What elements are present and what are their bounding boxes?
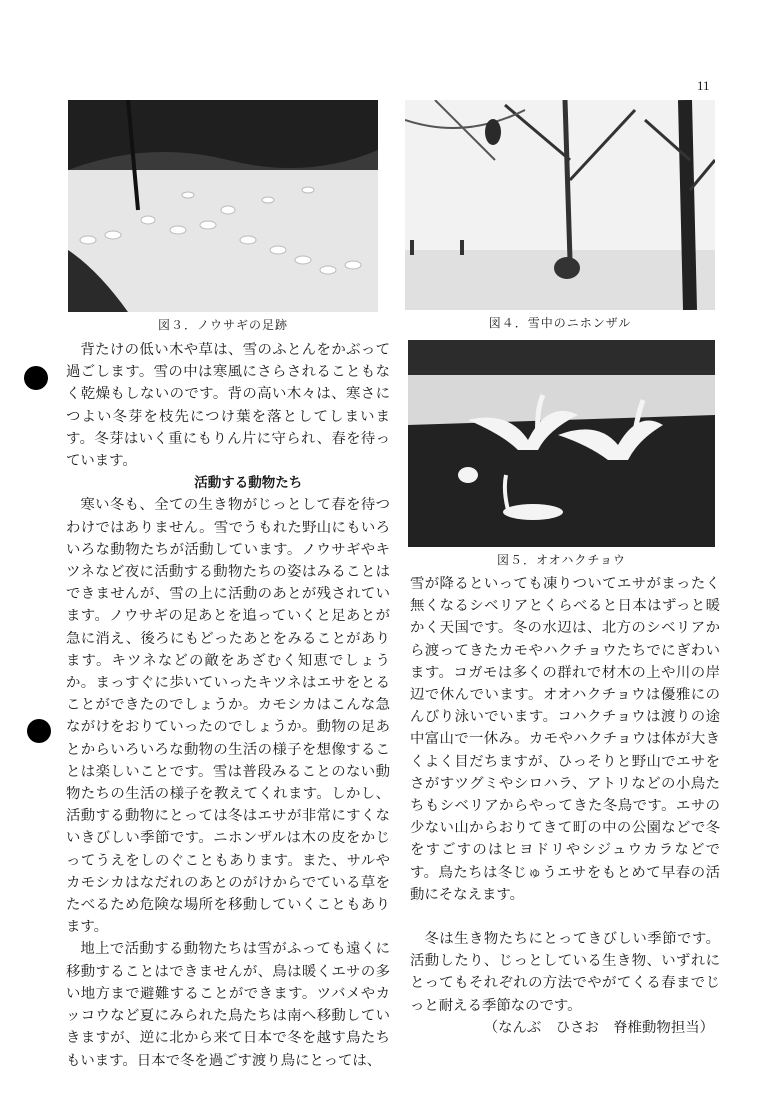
section-heading: 活動する動物たち bbox=[194, 475, 303, 492]
left-column bbox=[66, 339, 390, 1072]
right-column bbox=[410, 573, 720, 1039]
figure-3-caption: 図３．ノウサギの足跡 bbox=[157, 318, 288, 332]
right-paragraph-1: 雪が降るといっても凍りついてエサがまったく無くなるシベリアとくらべると日本はずっと暖かく天国です。冬の水辺は、北方のシベリアから渡ってきたカモやハクチョウたちでにぎわいます。コガモは多くの群れで材木の上や川の岸辺で休んでいます。オオハクチョウは優雅にのんびり泳いでいます。コハクチョウは渡りの途中富山で一休み。カモやハクチョウは体が大きくよく目だちますが、ひっそりと野山でエサをさがすツグミやシロハラ、アトリなどの小鳥たちもシベリアからやってきた冬鳥です。エサの少ない山からおりてきて町の中の公園などで冬をすごすのはヒヨドリやシジュウカラなどです。鳥たちは冬じゅうエサをもとめて早春の活動にそなえます。 bbox=[410, 576, 720, 903]
left-paragraph-2: 寒い冬も、全ての生き物がじっとして春を待つわけではありません。雪でうもれた野山にもいろいろな動物たちが活動しています。ノウサギやキツネなど夜に活動する動物たちの姿はみることはできませんが、雪の上に活動のあとが残されています。ノウサギの足あとを追っていくと足あとが急に消え、後ろにもどったあとをみることがあります。キツネなどの敵をあざむく知恵でしょうか。まっすぐに歩いていったキツネはエサをとることができたのでしょうか。カモシカはこんな急ながけをおりていったのでしょうか。動物の足あとからいろいろな動物の生活の様子を想像することは楽しいことです。雪は普段みることのない動物たちの生活の様子を教えてくれます。しかし、活動する動物にとっては冬はエサが非常にすくないきびしい季節です。ニホンザルは木の皮をかじってうえをしのぐこともあります。また、サルやカモシカはなだれのあとのがけからでている草をたべるため危険な場所を移動していくこともあります。 bbox=[66, 497, 390, 936]
figure-4-photo bbox=[405, 100, 715, 310]
left-paragraph-3: 地上で活動する動物たちは雪がふっても遠くに移動することはできませんが、鳥は暖くエサの多い地方まで避難することができます。ツバメやカッコウなど夏にみられた鳥たちは南へ移動していきますが、逆に北から来て日本で冬を越す鳥たちもいます。日本で冬を過ごす渡り鳥にとっては、 bbox=[66, 941, 390, 1069]
right-paragraph-2: 冬は生き物たちにとってきびしい季節です。活動したり、じっとしている生き物、いずれにとってもそれぞれの方法でやがてくる春までじっと耐える季節なのです。 bbox=[410, 931, 720, 1014]
left-paragraph-1: 背たけの低い木や草は、雪のふとんをかぶって過ごします。雪の中は寒風にさらされることもなく乾燥もしないのです。背の高い木々は、寒さにつよい冬芽を枝先につけ葉を落としてしまいます。冬芽はいく重にもりん片に守られ、春を待っています。 bbox=[66, 342, 390, 470]
page-number: 11 bbox=[697, 78, 710, 93]
punch-hole-top bbox=[24, 366, 48, 390]
figure-4-caption: 図４．雪中のニホンザル bbox=[488, 316, 632, 330]
figure-3-photo bbox=[68, 100, 378, 312]
snow-monkey-photo-icon bbox=[405, 100, 715, 310]
author-signature: （なんぶ ひさお 脊椎動物担当） bbox=[483, 1019, 714, 1036]
figure-5-caption: 図５．オオハクチョウ bbox=[496, 553, 627, 567]
snow-footprints-photo-icon bbox=[68, 100, 378, 312]
punch-hole-bottom bbox=[27, 719, 51, 743]
figure-5-photo bbox=[408, 340, 715, 547]
swans-photo-icon bbox=[408, 340, 715, 547]
